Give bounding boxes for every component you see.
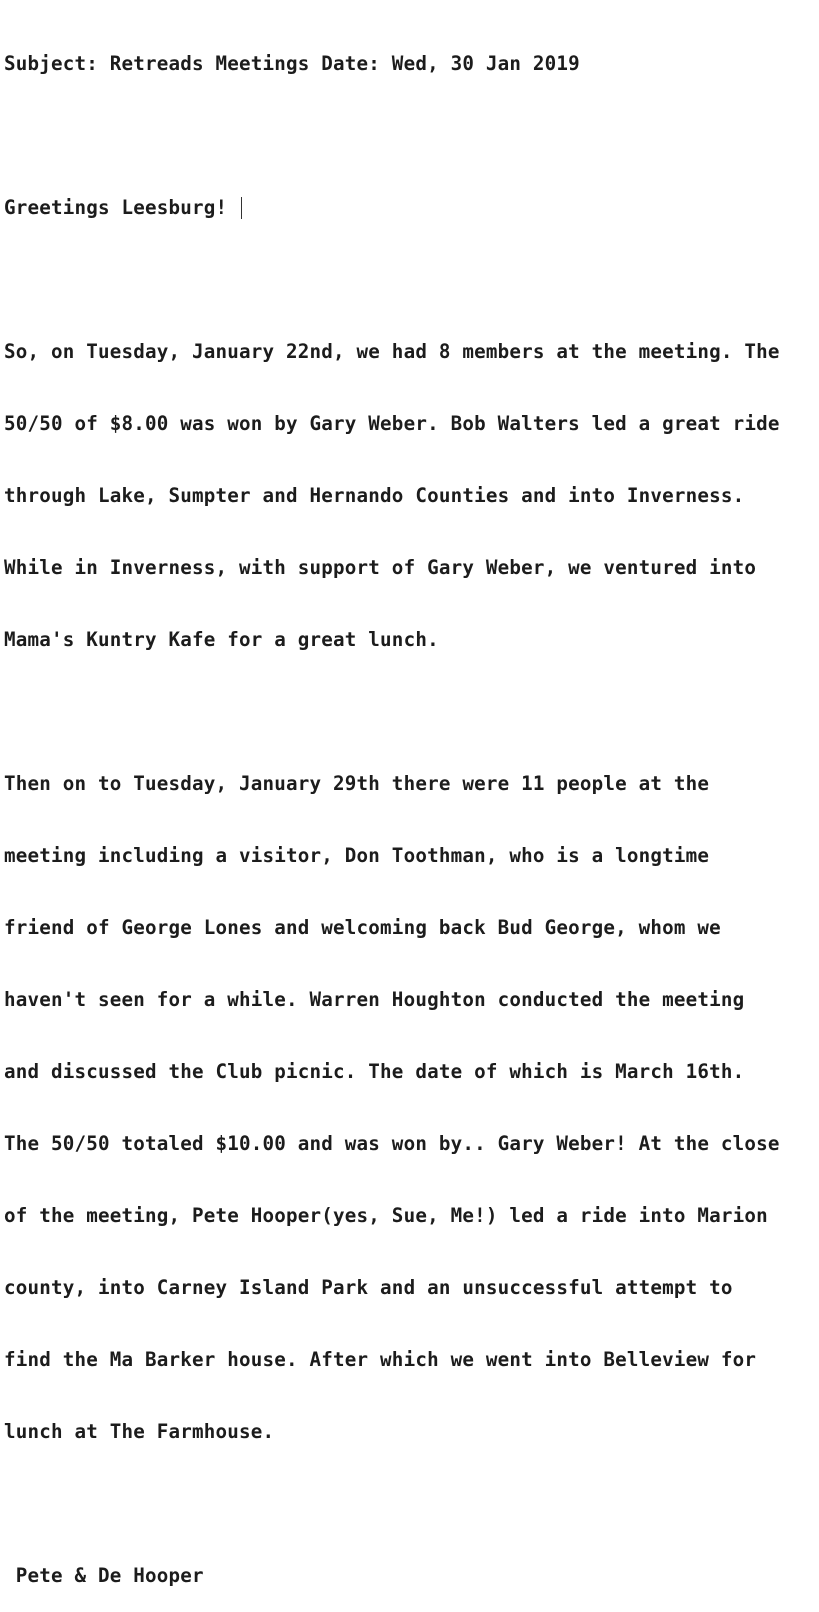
body-line: Mama's Kuntry Kafe for a great lunch. <box>4 628 439 651</box>
blank-line <box>4 124 816 148</box>
body-line: Then on to Tuesday, January 29th there were 11 people at the <box>4 772 710 795</box>
greeting-line <box>4 196 816 220</box>
text-cursor <box>241 197 242 219</box>
subject-line: Subject: Retreads Meetings Date: Wed, 30 Jan 2019 <box>4 52 580 75</box>
blank-line <box>4 700 816 724</box>
signature-line: Pete & De Hooper <box>4 1564 204 1587</box>
body-line: of the meeting, Pete Hooper(yes, Sue, Me!) led a ride into Marion <box>4 1204 768 1227</box>
body-line: find the Ma Barker house. After which we went into Belleview for <box>4 1348 757 1371</box>
body-line: lunch at The Farmhouse. <box>4 1420 275 1443</box>
body-line: county, into Carney Island Park and an unsuccessful attempt to <box>4 1276 733 1299</box>
body-line: haven't seen for a while. Warren Houghton conducted the meeting <box>4 988 745 1011</box>
body-line: and discussed the Club picnic. The date of which is March 16th. <box>4 1060 745 1083</box>
text-editor[interactable] <box>4 4 816 1587</box>
body-line: The 50/50 totaled $10.00 and was won by.. Gary Weber! At the close <box>4 1132 780 1155</box>
body-line: So, on Tuesday, January 22nd, we had 8 members at the meeting. The <box>4 340 780 363</box>
body-line: meeting including a visitor, Don Toothman, who is a longtime <box>4 844 710 867</box>
body-line: While in Inverness, with support of Gary Weber, we ventured into <box>4 556 757 579</box>
body-line: friend of George Lones and welcoming back Bud George, whom we <box>4 916 721 939</box>
body-line: through Lake, Sumpter and Hernando Counties and into Inverness. <box>4 484 745 507</box>
blank-line <box>4 1492 816 1516</box>
body-line: 50/50 of $8.00 was won by Gary Weber. Bob Walters led a great ride <box>4 412 780 435</box>
greeting-text: Greetings Leesburg! <box>4 196 240 219</box>
blank-line <box>4 268 816 292</box>
